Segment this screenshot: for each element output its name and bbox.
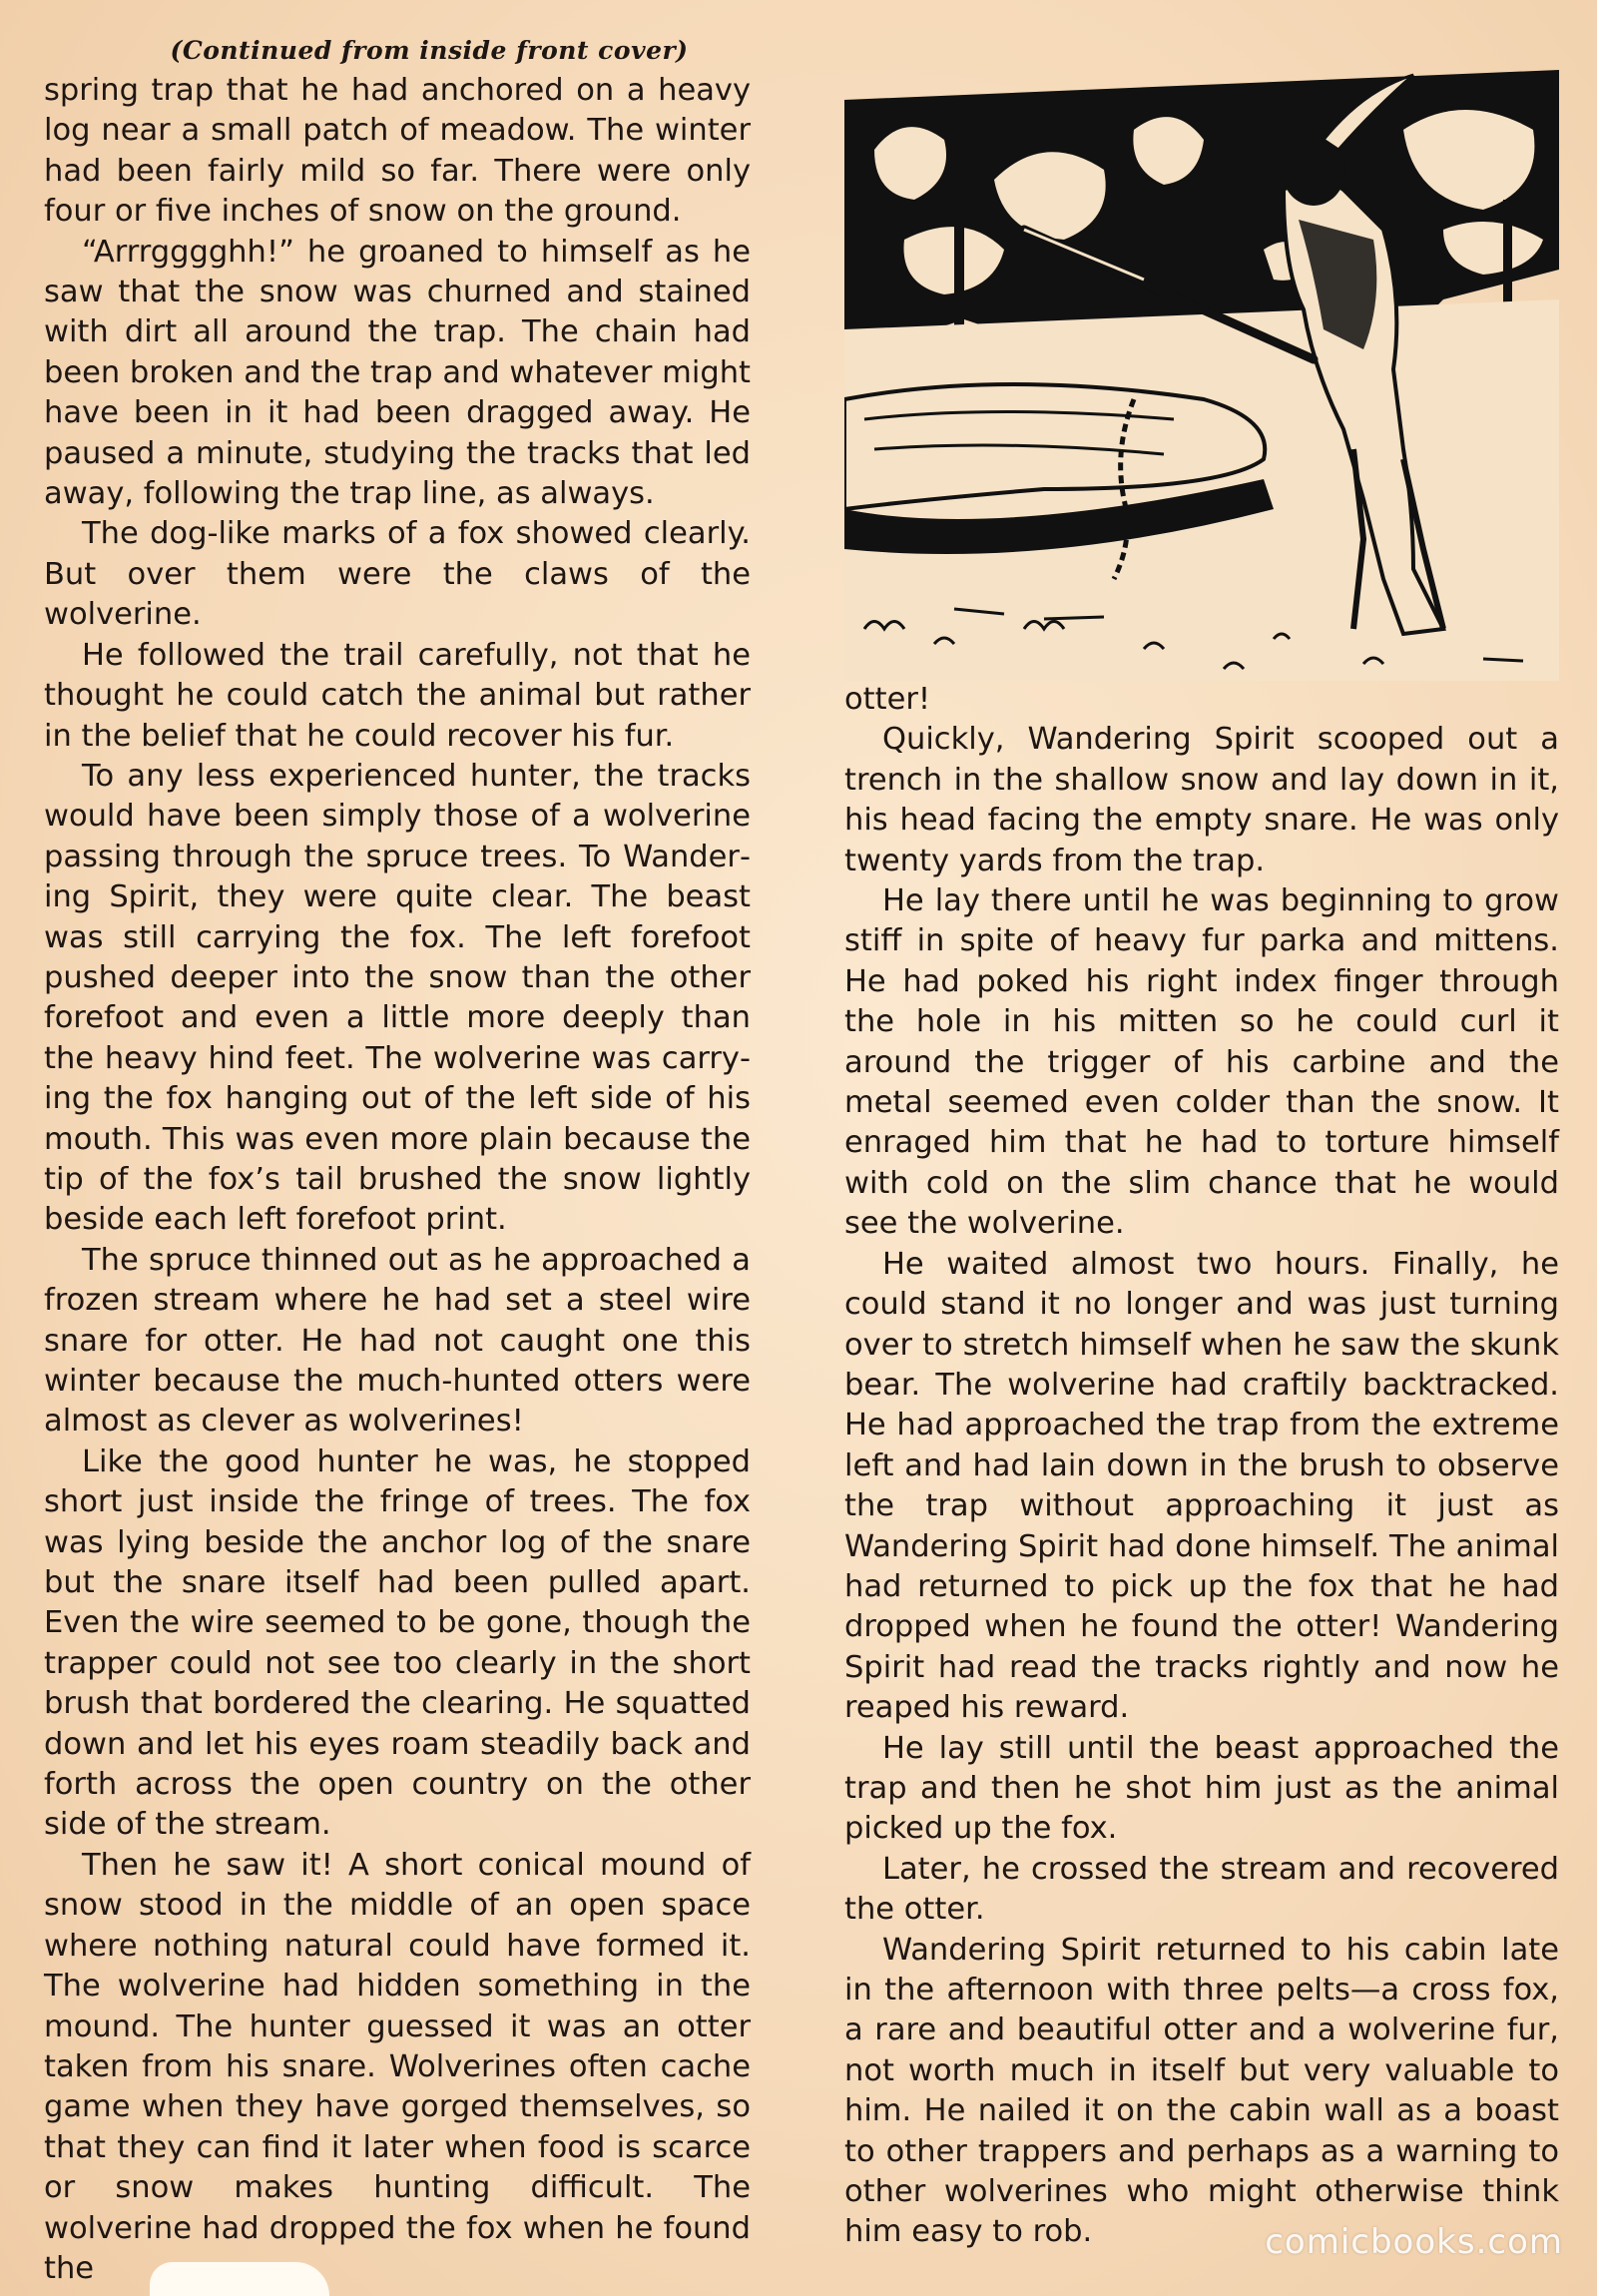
paragraph: He lay still until the beast approached the trap and then he shot him just as the animal picked up the fox. <box>844 1730 1559 1847</box>
paragraph: “Arrrgggghh!” he groaned to himself as he saw that the snow was churned and stained with dirt all around the trap. The chain had been broken and the trap and whatever might have been in it had been dragged away. He paused a minute, studying the tracks that led away, following the trap line, as always. <box>44 234 751 512</box>
hunter-illustration <box>844 70 1559 681</box>
paragraph: otter! <box>844 682 931 717</box>
hunter-with-rifle-illustration <box>844 70 1559 681</box>
paragraph: He followed the trail carefully, not that he thought he could catch the animal but rather in the belief that he could recover his fur. <box>44 637 751 754</box>
paragraph: Then he saw it! A short conical mound of snow stood in the middle of an open space where nothing natural could have formed it. The wolverine had hidden something in the mound. The hunter guessed it was an otter taken from his snare. Wolverines often cache game when they have gorged themselves, so that they can find it later when food is scarce or snow makes hunting difficult. The wolverine had dropped the fox when he found the <box>44 1847 751 2286</box>
paragraph: Quickly, Wandering Spirit scooped out a trench in the shallow snow and lay down in it, his head facing the empty snare. He was only twenty yards from the trap. <box>844 722 1559 878</box>
paragraph: Like the good hunter he was, he stopped short just inside the fringe of trees. The fox was lying beside the anchor log of the snare but the snare itself had been pulled apart. Even the wire seemed to be gone, though the trapper could not see too clearly in the short brush that bordered the clearing. He squatted down and let his eyes roam steadily back and forth across the open country on the other side of the stream. <box>44 1443 751 1843</box>
paragraph: spring trap that he had anchored on a heavy log near a small patch of meadow. The winter had been fairly mild so far. There were only four or five inches of snow on the ground. <box>44 73 751 230</box>
paragraph: The spruce thinned out as he approached a frozen stream where he had set a steel wire snare for otter. He had not caught one this winter because the much-hunted otters were almost as clever as wolverines! <box>44 1242 751 1439</box>
paragraph: He lay there until he was beginning to grow stiff in spite of heavy fur parka and mittens. He had poked his right index finger through the hole in his mitten so he could curl it around the trigger of his carbine and the metal seemed even colder than the snow. It enraged him that he had to torture himself with cold on the slim chance that he would see the wolverine. <box>844 883 1559 1242</box>
paragraph: To any less experienced hunter, the tracks would have been simply those of a wolverine passing through the spruce trees. To Wandering Spirit, they were quite clear. The beast was still carrying the fox. The left forefoot pushed deeper into the snow than the other forefoot and even a little more deeply than the heavy hind feet. The wolverine was carrying the fox hanging out of the left side of his mouth. This was even more plain because the tip of the fox’s tail brushed the snow lightly beside each left forefoot print. <box>44 758 751 1238</box>
continued-note: (Continued from inside front cover) <box>170 36 689 65</box>
left-text-column <box>44 71 751 2289</box>
paper-wear-mark <box>150 2262 329 2296</box>
paragraph: Wandering Spirit returned to his cabin late in the afternoon with three pelts—a cross fox, a rare and beautiful otter and a wolverine fur, not worth much in itself but very valuable to him. He nailed it on the cabin wall as a boast to other trappers and perhaps as a warning to other wolverines who might otherwise think him easy to rob. <box>844 1932 1559 2250</box>
paragraph: Later, he crossed the stream and recovered the otter. <box>844 1851 1559 1928</box>
paragraph: The dog-like marks of a fox showed clearly. But over them were the claws of the wolverine. <box>44 516 751 633</box>
paragraph: He waited almost two hours. Finally, he could stand it no longer and was just turning over to stretch himself when he saw the skunk bear. The wolverine had craftily backtracked. He had approached the trap from the extreme left and had lain down in the brush to observe the trap without approaching it just as Wandering Spirit had done himself. The animal had returned to pick up the fox that he had dropped when he found the otter! Wandering Spirit had read the tracks rightly and now he reaped his reward. <box>844 1246 1559 1726</box>
right-text-column <box>844 680 1559 2253</box>
watermark: comicbooks.com <box>1265 2222 1563 2262</box>
